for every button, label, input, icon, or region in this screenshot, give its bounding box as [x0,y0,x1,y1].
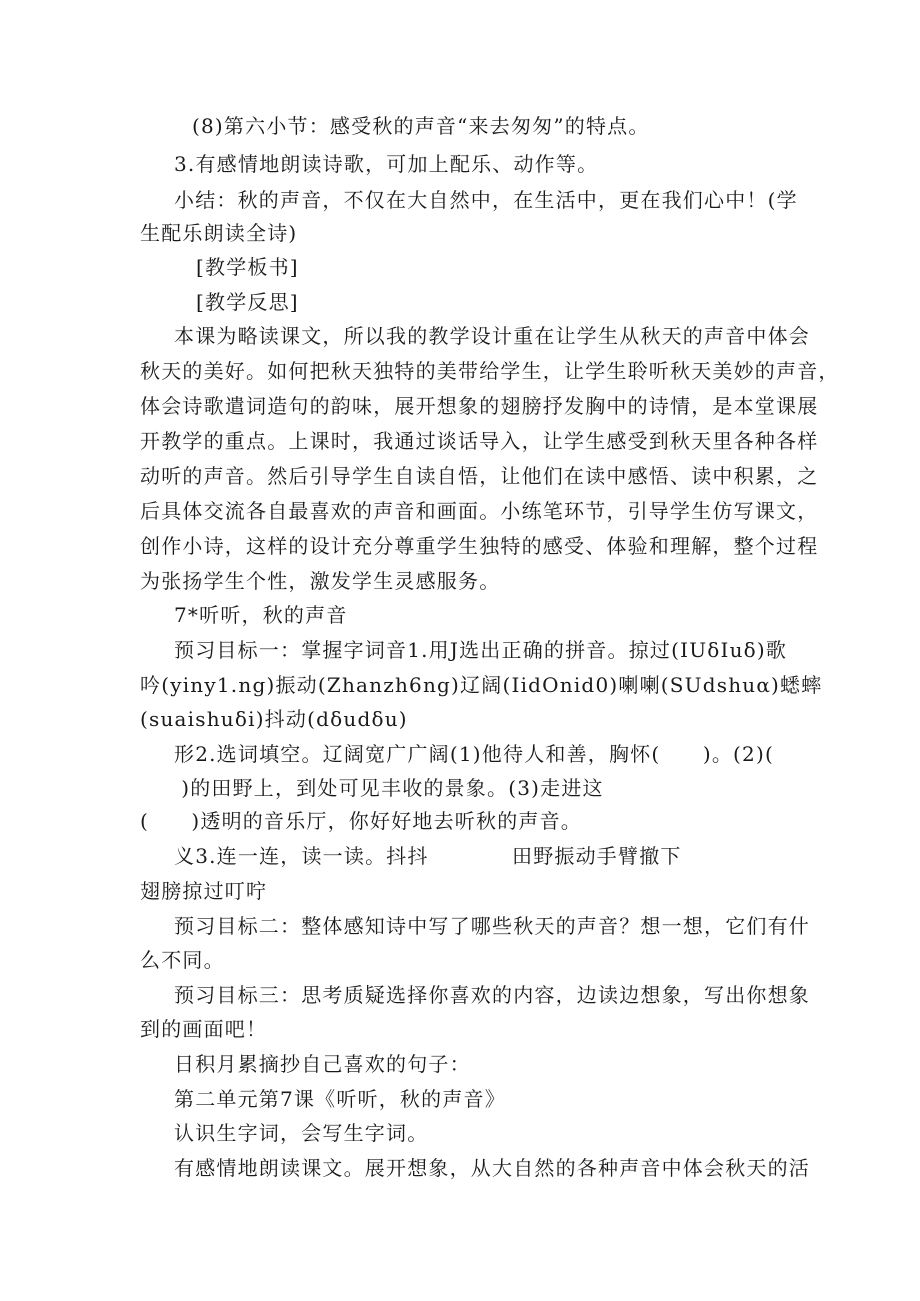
text-line-25: 么不同。 [140,948,225,972]
text-line-26: 预习目标三：思考质疑选择你喜欢的内容，边读边想象，写出你想象 [174,983,810,1007]
text-line-28: 日积月累摘抄自己喜欢的句子： [174,1052,471,1076]
text-line-21: ( )透明的音乐厅，你好好地去听秋的声音。 [140,809,583,833]
text-line-27: 到的画面吧！ [140,1017,268,1041]
text-line-23: 翅膀掠过叮咛 [140,879,268,903]
text-line-20: )的田野上，到处可见丰收的景象。(3)走进这 [160,776,604,800]
text-line-3: 小结：秋的声音，不仅在大自然中，在生活中，更在我们心中！(学 [174,188,798,212]
text-line-4: 生配乐朗读全诗) [140,221,298,245]
board-heading: [教学板书] [196,255,299,279]
text-line-22a: 义3.连一连，读一读。抖抖 [174,844,429,868]
text-line-11: 动听的声音。然后引导学生自读自悟，让他们在读中感悟、读中积累，之 [140,464,819,488]
text-line-24: 预习目标二：整体感知诗中写了哪些秋天的声音？想一想，它们有什 [174,914,810,938]
text-line-7: 本课为略读课文，所以我的教学设计重在让学生从秋天的声音中体会 [174,324,810,348]
text-line-8: 秋天的美好。如何把秋天独特的美带给学生，让学生聆听秋天美妙的声音， [140,359,840,383]
text-line-1: (8)第六小节：感受秋的声音“来去匆匆”的特点。 [192,114,650,138]
reflection-heading: [教学反思] [196,290,299,314]
lesson-title: 7*听听，秋的声音 [174,603,348,627]
text-line-31: 有感情地朗读课文。展开想象，从大自然的各种声音中体会秋天的活 [174,1156,810,1180]
text-line-22b: 田野振动手臂撤下 [512,844,682,868]
text-line-13: 创作小诗，这样的设计充分尊重学生独特的感受、体验和理解，整个过程 [140,534,819,558]
text-line-29: 第二单元第7课《听听，秋的声音》 [174,1087,506,1111]
text-line-12: 后具体交流各自最喜欢的声音和画面。小练笔环节，引导学生仿写课文， [140,499,819,523]
text-line-18: (suaishuδi)抖动(dδudδu) [140,707,408,731]
text-line-17: 吟(yiny1.ng)振动(Zhanzh6ng)辽阔(IidOnid0)喇喇(SUdshuα)蟋蟀 [140,673,823,697]
text-line-30: 认识生字词，会写生字词。 [174,1121,429,1145]
text-line-10: 开教学的重点。上课时，我通过谈话导入，让学生感受到秋天里各种各样 [140,429,819,453]
text-line-16: 预习目标一：掌握字词音1.用J选出正确的拼音。掠过(IUδIuδ)歌 [174,638,788,662]
text-line-9: 体会诗歌遣词造句的韵味，展开想象的翅膀抒发胸中的诗情，是本堂课展 [140,394,819,418]
text-line-14: 为张扬学生个性，激发学生灵感服务。 [140,569,501,593]
text-line-19: 形2.选词填空。辽阔宽广广阔(1)他待人和善，胸怀( )。(2)( [174,742,774,766]
text-line-2: 3.有感情地朗读诗歌，可加上配乐、动作等。 [174,152,599,176]
